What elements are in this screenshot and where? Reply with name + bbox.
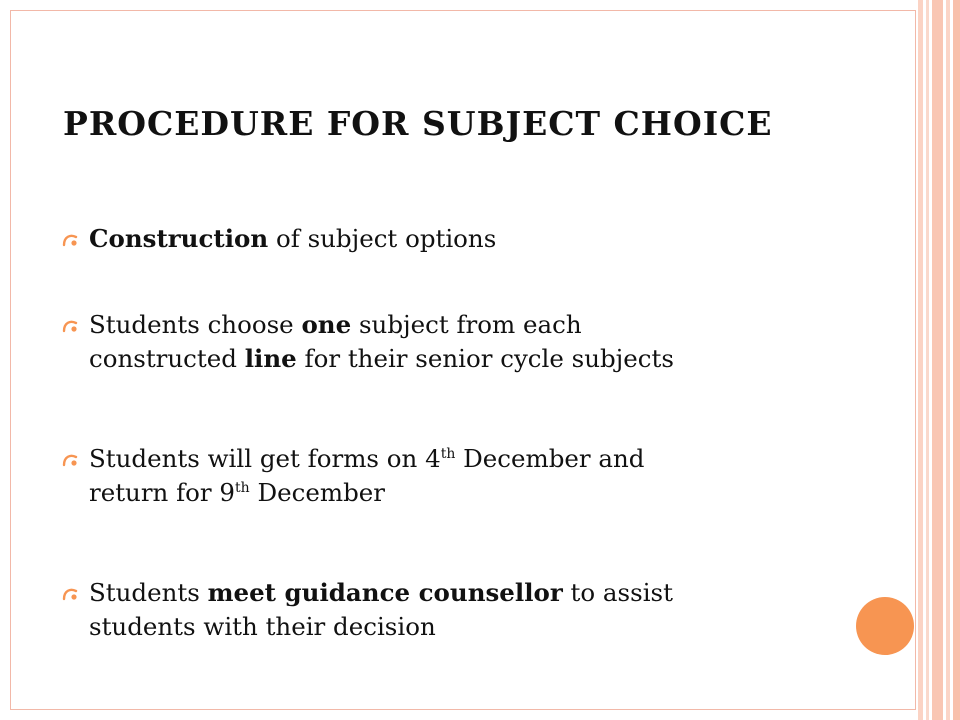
decorative-stripe [946,0,950,720]
bullet-text-span: students with their decision [89,612,436,641]
decorative-stripe [932,0,943,720]
bullet-text-span: for their senior cycle subjects [296,344,674,373]
decorative-stripe [953,0,960,720]
bullet-text [89,576,819,644]
bullet-text-span: return for 9 [89,478,236,507]
slide-title: PROCEDURE FOR SUBJECT CHOICE [63,104,773,143]
bullet-bold-text: meet guidance counsellor [207,578,563,607]
bullet-text [89,308,819,376]
bullet-text-span: Students will get forms on 4 [89,444,441,473]
bullet-icon [62,231,78,247]
bullet-text-span: Students [89,578,208,607]
bullet-text-span: December [249,478,385,507]
bullet-text-span: Students choose [89,310,302,339]
bullet-bold-text: one [301,310,352,339]
accent-circle [856,597,914,655]
bullet-icon [62,585,78,601]
bullet-bold-text: Construction [89,224,269,253]
decorative-stripe [918,0,923,720]
bullet-text-span: December and [455,444,645,473]
bullet-text-span: subject from each [351,310,582,339]
bullet-text [89,222,819,256]
bullet-text-span: to assist [562,578,673,607]
superscript: th [440,445,456,462]
bullet-text-span: constructed [89,344,245,373]
superscript: th [235,479,250,496]
bullet-bold-text: line [244,344,297,373]
bullet-icon [62,451,78,467]
bullet-icon [62,317,78,333]
decorative-stripe [926,0,929,720]
bullet-text [89,442,819,510]
bullet-text-span: of subject options [268,224,497,253]
